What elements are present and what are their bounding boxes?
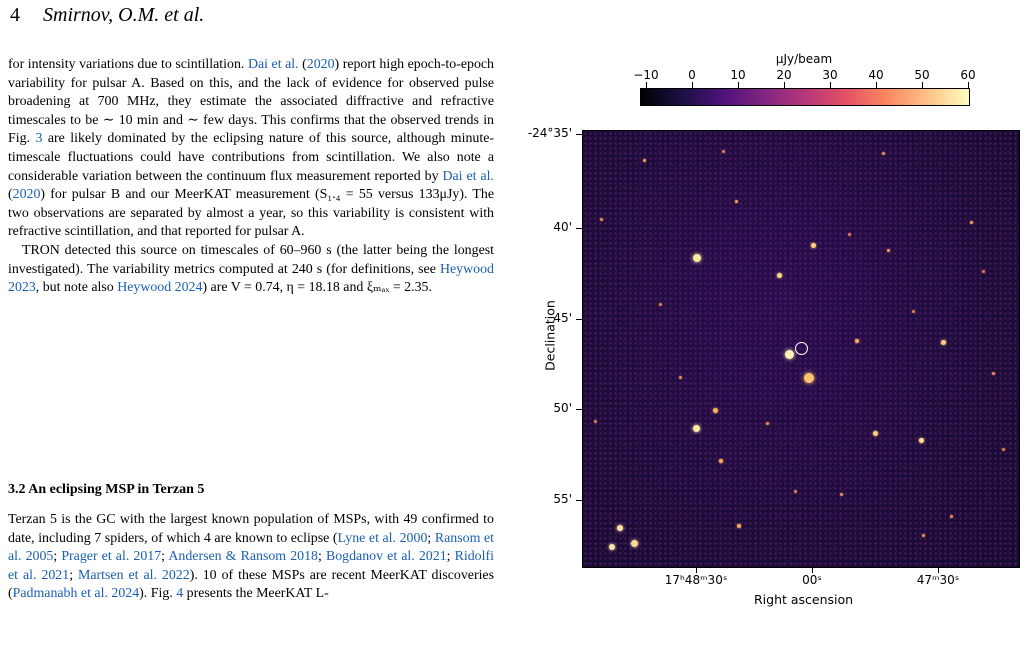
radio-source [643, 159, 646, 162]
text-run: for intensity variations due to scintillation. [8, 57, 248, 72]
page-number: 4 [10, 4, 20, 26]
x-tick [812, 567, 813, 573]
citation-link[interactable]: Padmanabh et al. 2024 [12, 586, 140, 602]
citation-link[interactable]: Ransom et al. 2005 [8, 530, 494, 565]
text-run: , but note also [35, 280, 118, 296]
radio-source [719, 459, 723, 463]
y-tick-label: -24°35' [527, 126, 572, 140]
radio-source [970, 221, 973, 224]
radio-source [794, 490, 797, 493]
text-run: ). Fig. [139, 586, 177, 602]
running-authors: Smirnov, O.M. et al. [43, 4, 205, 26]
text-run: ; [69, 567, 79, 583]
x-tick-label: 17ʰ48ᵐ30ˢ [664, 573, 728, 587]
colorbar-tick-label: 30 [822, 68, 838, 82]
text-run: ( [8, 187, 13, 203]
x-tick-label: 47ᵐ30ˢ [916, 573, 960, 587]
text-run: ) are V = 0.74, η = 18.18 and ξₘₐₓ = 2.35. [202, 280, 432, 296]
radio-source [600, 218, 603, 221]
text-run: presents the MeerKAT L- [183, 586, 329, 602]
colorbar-tick-label: 20 [776, 68, 792, 82]
radio-source [659, 303, 662, 306]
y-axis-label: Declination [542, 300, 558, 371]
radio-source [609, 544, 615, 550]
radio-source [735, 200, 738, 203]
text-run: ; [161, 549, 169, 565]
radio-source [992, 372, 995, 375]
radio-source [777, 273, 782, 278]
radio-source [713, 408, 718, 413]
y-tick [576, 409, 582, 410]
radio-source [912, 310, 915, 313]
colorbar [640, 88, 970, 106]
y-tick-label: 45' [553, 311, 572, 325]
text-run: ) report high epoch-to-epoch variability for pulsar A. Based on this, and the lack of evidence for observed pulse broadening at 700 MHz, they estimate the associated diffractive and refractive timescales to be ∼ 10 min and ∼ few days. This confirms that the observed trends in Fig. [8, 57, 495, 147]
text-run: ; [446, 549, 455, 565]
radio-source [848, 233, 851, 236]
target-ring [795, 342, 808, 355]
text-run: are likely dominated by the eclipsing nature of this source, although minute-timescale fluctuations could have contributions from scintillation. We also note a considerable variation between the continuum flux measurement reported by [8, 131, 495, 184]
x-axis-label: Right ascension [754, 592, 854, 607]
paragraph-3 [8, 511, 494, 604]
text-run: ; [53, 549, 62, 565]
y-tick [576, 319, 582, 320]
page-header [10, 4, 204, 27]
citation-link[interactable]: Heywood 2024 [117, 280, 203, 296]
section-heading: 3.2 An eclipsing MSP in Terzan 5 [8, 482, 205, 497]
colorbar-tick-label: 50 [914, 68, 930, 82]
citation-link[interactable]: Dai et al. [247, 57, 299, 72]
radio-source [941, 340, 946, 345]
text-run: ( [298, 57, 307, 72]
text-run: Terzan 5 is the GC with the largest known population of MSPs, with 49 confirmed to date, including 7 spiders, of which 4 are known to eclipse ( [8, 512, 494, 546]
text-run: ) for pulsar B and our MeerKAT measurement (S₁.₄ = 55 versus 133μJy). The two observations are separated by almost a year, so this variability is consistent with refractive scintillation, and that reported for pulsar A. [8, 187, 494, 240]
radio-source [811, 243, 816, 248]
radio-source [631, 540, 638, 547]
radio-source [840, 493, 843, 496]
radio-source [693, 254, 701, 262]
citation-link[interactable]: 2020 [306, 57, 335, 72]
x-tick [696, 567, 697, 573]
radio-source [679, 376, 682, 379]
radio-source [785, 350, 794, 359]
colorbar-tick-label: 0 [688, 68, 696, 82]
citation-link[interactable]: Bogdanov et al. 2021 [325, 549, 447, 565]
radio-source [737, 524, 741, 528]
radio-source [882, 152, 885, 155]
citation-link[interactable]: Lyne et al. 2000 [337, 530, 428, 546]
x-tick [938, 567, 939, 573]
radio-source [887, 249, 890, 252]
citation-link[interactable]: Prager et al. 2017 [61, 549, 162, 565]
citation-link[interactable]: Ridolfi et al. 2021 [8, 549, 494, 583]
radio-source [693, 425, 700, 432]
radio-source [922, 534, 925, 537]
y-tick-label: 55' [553, 492, 572, 506]
x-tick-label: 00ˢ [802, 573, 822, 587]
text-column-upper [8, 56, 494, 298]
text-run: ; [318, 549, 326, 565]
radio-source [804, 373, 814, 383]
citation-link[interactable]: Heywood 2023 [8, 261, 494, 296]
colorbar-tick-label: 10 [730, 68, 746, 82]
radio-source [873, 431, 878, 436]
radio-source [950, 515, 953, 518]
radio-source [982, 270, 985, 273]
radio-source [919, 438, 924, 443]
text-column-lower [8, 511, 494, 604]
colorbar-label: μJy/beam [775, 52, 833, 66]
y-tick-label: 40' [553, 220, 572, 234]
radio-source [766, 422, 769, 425]
citation-link[interactable]: 4 [176, 586, 184, 602]
citation-link[interactable]: 2020 [12, 187, 41, 203]
paragraph-2 [8, 242, 494, 298]
radio-source [617, 525, 623, 531]
citation-link[interactable]: Dai et al. [442, 168, 494, 184]
colorbar-tick-label: −10 [633, 68, 659, 82]
citation-link[interactable]: Andersen & Ransom 2018 [168, 549, 318, 565]
radio-map [582, 130, 1020, 568]
y-tick-label: 50' [553, 401, 572, 415]
colorbar-tick-label: 40 [868, 68, 884, 82]
citation-link[interactable]: Martsen et al. 2022 [78, 567, 190, 583]
radio-source [1002, 448, 1005, 451]
y-tick [576, 500, 582, 501]
text-run: ). 10 of these MSPs are recent MeerKAT discoveries ( [8, 567, 494, 602]
text-run: TRON detected this source on timescales of 60–960 s (the latter being the longest investigated). The variability metrics computed at 240 s (for definitions, see [8, 242, 494, 277]
figure-radio-image [520, 52, 1020, 612]
radio-source [855, 339, 859, 343]
paragraph-1 [8, 56, 494, 242]
text-run: ; [427, 530, 435, 546]
radio-source [594, 420, 597, 423]
citation-link[interactable]: 3 [35, 131, 43, 147]
colorbar-tick-label: 60 [960, 68, 976, 82]
y-tick [576, 134, 582, 135]
y-tick [576, 228, 582, 229]
radio-source [722, 150, 725, 153]
